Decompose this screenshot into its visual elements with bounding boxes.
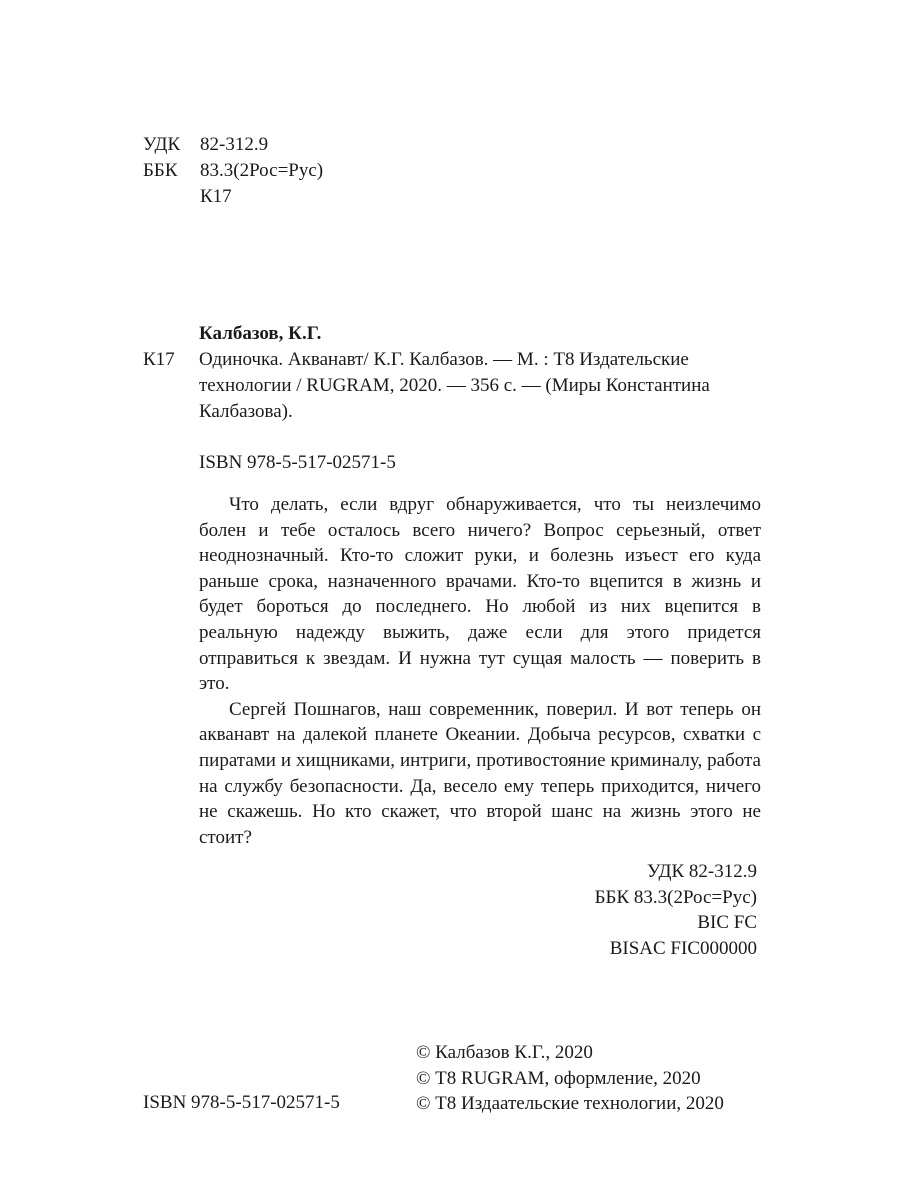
bbk-label: ББК bbox=[143, 160, 178, 181]
bbk-code: ББК 83.3(2Рос=Рус) bbox=[594, 886, 757, 908]
author-sign: К17 bbox=[200, 186, 232, 207]
bisac-code: BISAC FIC000000 bbox=[609, 937, 757, 959]
classification-block bbox=[143, 132, 323, 210]
udk-row bbox=[143, 132, 323, 158]
classification-codes bbox=[595, 859, 757, 961]
author-heading: Калбазов, К.Г. bbox=[199, 323, 322, 344]
cutter-row bbox=[143, 184, 323, 210]
udk-label: УДК bbox=[143, 134, 181, 155]
bic-code: BIC FC bbox=[697, 912, 757, 934]
annotation-paragraph: Что делать, если вдруг обнаруживается, что ты неизлечимо болен и тебе осталось всего ничего? Вопрос серьезный, ответ неоднозначный. Кто-то сложит руки, и болезнь изъест его куда раньше срока, назначенного врачами. Кто-то вцепится в жизнь и будет бороться до последнего. Но любой из них вцепится в реальную надежду выжить, даже если для этого придется отправиться к звездам. И нужна тут сущая малость — поверить в это. bbox=[199, 494, 761, 695]
copyright-author: © Калбазов К.Г., 2020 bbox=[416, 1042, 593, 1063]
annotation-paragraph: Сергей Пошнагов, наш современник, поверил. И вот теперь он акванавт на далекой планете Океании. Добыча ресурсов, схватки с пиратами и хищниками, интриги, противостояние криминалу, работа на службу безопасности. Да, весело ему теперь приходится, ничего не скажешь. Но кто скажет, что второй шанс на жизнь этого не стоит? bbox=[199, 698, 761, 848]
isbn-record: ISBN 978-5-517-02571-5 bbox=[199, 452, 396, 473]
author-sign-record: К17 bbox=[143, 349, 175, 370]
udk-value: 82-312.9 bbox=[200, 134, 269, 155]
isbn-footer: ISBN 978-5-517-02571-5 bbox=[143, 1092, 340, 1113]
bibliographic-description: Одиночка. Акванавт/ К.Г. Калбазов. — М. : Т8 Издательские технологии / RUGRAM, 2020. — 356 с. — (Миры Константина Калбазова). bbox=[199, 349, 710, 422]
bbk-row bbox=[143, 158, 323, 184]
bbk-value: 83.3(2Рос=Рус) bbox=[200, 160, 324, 181]
copyright-block bbox=[416, 1040, 724, 1117]
annotation bbox=[199, 492, 761, 850]
copyright-publisher: © Т8 Издаательские технологии, 2020 bbox=[416, 1093, 724, 1114]
copyright-design: © Т8 RUGRAM, оформление, 2020 bbox=[416, 1067, 701, 1089]
udk-code: УДК 82-312.9 bbox=[647, 861, 757, 882]
